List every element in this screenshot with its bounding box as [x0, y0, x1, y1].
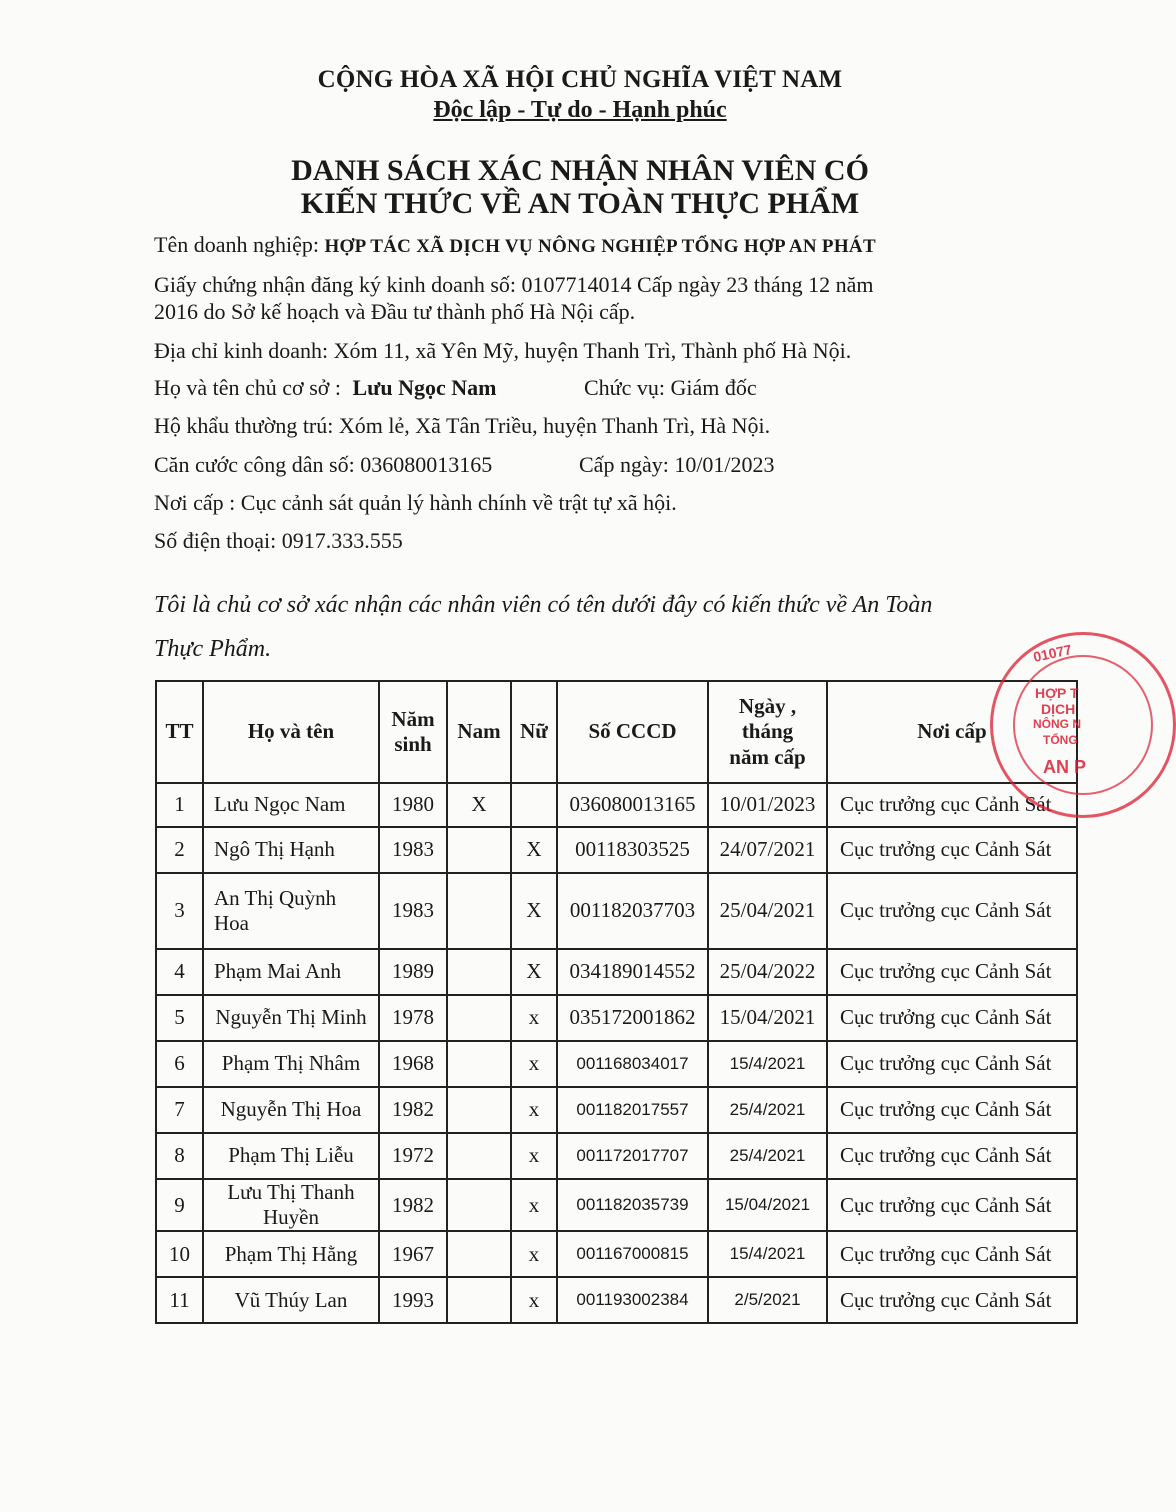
- owner-label: Họ và tên chủ cơ sở :: [154, 375, 341, 400]
- table-row: [156, 873, 1077, 949]
- document-title-line1: DANH SÁCH XÁC NHẬN NHÂN VIÊN CÓ: [291, 154, 869, 187]
- business-label: Tên doanh nghiệp:: [154, 232, 325, 257]
- col-header-birth-year: [379, 681, 447, 783]
- cell-female: x: [511, 1277, 557, 1323]
- table-row: [156, 1277, 1077, 1323]
- cell-id: 001168034017: [557, 1041, 708, 1087]
- cell-female: x: [511, 995, 557, 1041]
- table-row: [156, 1041, 1077, 1087]
- cell-birth-year: 1983: [379, 827, 447, 873]
- table-row: [156, 1179, 1077, 1231]
- cell-tt: 6: [156, 1041, 203, 1087]
- id-date-text: Cấp ngày: 10/01/2023: [579, 452, 775, 477]
- license-line2: 2016 do Sở kế hoạch và Đầu tư thành phố Hà Nội cấp.: [154, 299, 636, 324]
- table-row: [156, 827, 1077, 873]
- stamp-line4: TỔNG: [1043, 733, 1078, 747]
- cell-female: x: [511, 1231, 557, 1277]
- cell-name: Lưu Ngọc Nam: [203, 783, 379, 827]
- cell-female: [511, 783, 557, 827]
- cell-birth-year: 1980: [379, 783, 447, 827]
- cell-id: 001182035739: [557, 1179, 708, 1231]
- cell-tt: 7: [156, 1087, 203, 1133]
- cell-date: 15/04/2021: [708, 1179, 827, 1231]
- table-row: [156, 1231, 1077, 1277]
- cell-name: An Thị Quỳnh Hoa: [203, 873, 379, 949]
- cell-name: Phạm Thị Hằng: [203, 1231, 379, 1277]
- cell-name: Phạm Mai Anh: [203, 949, 379, 995]
- cell-birth-year: 1982: [379, 1179, 447, 1231]
- cell-issuer: Cục trưởng cục Cảnh Sát: [827, 1231, 1077, 1277]
- cell-female: X: [511, 949, 557, 995]
- cell-name: Vũ Thúy Lan: [203, 1277, 379, 1323]
- cell-name: Ngô Thị Hạnh: [203, 827, 379, 873]
- cell-name: Lưu Thị Thanh Huyền: [203, 1179, 379, 1231]
- cell-name: Phạm Thị Liễu: [203, 1133, 379, 1179]
- cell-tt: 2: [156, 827, 203, 873]
- statement-line2: Thực Phẩm.: [154, 636, 272, 662]
- cell-birth-year: 1972: [379, 1133, 447, 1179]
- col-header-birth-line2: sinh: [394, 732, 432, 756]
- cell-id: 001172017707: [557, 1133, 708, 1179]
- license-line1: Giấy chứng nhận đăng ký kinh doanh số: 0107714014 Cấp ngày 23 tháng 12 năm: [154, 272, 874, 297]
- cell-female: x: [511, 1133, 557, 1179]
- cell-issuer: Cục trưởng cục Cảnh Sát: [827, 1133, 1077, 1179]
- cell-male: X: [447, 783, 511, 827]
- cell-female: X: [511, 827, 557, 873]
- cell-birth-year: 1993: [379, 1277, 447, 1323]
- cell-tt: 10: [156, 1231, 203, 1277]
- cell-tt: 4: [156, 949, 203, 995]
- cell-date: 25/04/2021: [708, 873, 827, 949]
- cell-date: 25/4/2021: [708, 1087, 827, 1133]
- employee-table: [155, 680, 1078, 1324]
- col-header-date: [708, 681, 827, 783]
- cell-tt: 3: [156, 873, 203, 949]
- stamp-line5: AN P: [1043, 757, 1087, 777]
- table-row: [156, 783, 1077, 827]
- cell-birth-year: 1978: [379, 995, 447, 1041]
- cell-female: x: [511, 1179, 557, 1231]
- cell-tt: 8: [156, 1133, 203, 1179]
- cell-issuer: Cục trưởng cục Cảnh Sát: [827, 949, 1077, 995]
- cell-female: x: [511, 1087, 557, 1133]
- cell-male: [447, 1087, 511, 1133]
- cell-date: 15/4/2021: [708, 1231, 827, 1277]
- cell-birth-year: 1968: [379, 1041, 447, 1087]
- cell-issuer: Cục trưởng cục Cảnh Sát: [827, 873, 1077, 949]
- cell-tt: 1: [156, 783, 203, 827]
- table-row: [156, 1133, 1077, 1179]
- cell-id: 00118303525: [557, 827, 708, 873]
- table-row: [156, 1087, 1077, 1133]
- cell-birth-year: 1982: [379, 1087, 447, 1133]
- cell-id: 001182017557: [557, 1087, 708, 1133]
- nation-header: CỘNG HÒA XÃ HỘI CHỦ NGHĨA VIỆT NAM: [317, 66, 843, 93]
- cell-id: 035172001862: [557, 995, 708, 1041]
- issued-by-line: Nơi cấp : Cục cảnh sát quản lý hành chính về trật tự xã hội.: [154, 490, 677, 515]
- col-header-female: Nữ: [511, 681, 557, 783]
- address-line: Địa chỉ kinh doanh: Xóm 11, xã Yên Mỹ, huyện Thanh Trì, Thành phố Hà Nội.: [154, 338, 852, 363]
- company-stamp: [990, 632, 1176, 818]
- cell-issuer: Cục trưởng cục Cảnh Sát: [827, 1041, 1077, 1087]
- cell-issuer: Cục trưởng cục Cảnh Sát: [827, 827, 1077, 873]
- col-header-date-line1: Ngày ,: [738, 694, 797, 719]
- cell-tt: 9: [156, 1179, 203, 1231]
- cell-issuer: Cục trưởng cục Cảnh Sát: [827, 1179, 1077, 1231]
- cell-date: 24/07/2021: [708, 827, 827, 873]
- cell-birth-year: 1983: [379, 873, 447, 949]
- cell-male: [447, 949, 511, 995]
- col-header-male: Nam: [447, 681, 511, 783]
- cell-male: [447, 1277, 511, 1323]
- col-header-tt: TT: [156, 681, 203, 783]
- table-header-row: [156, 681, 1077, 783]
- stamp-line3: NÔNG N: [1033, 717, 1081, 731]
- cell-tt: 11: [156, 1277, 203, 1323]
- owner-name: Lưu Ngọc Nam: [352, 375, 497, 400]
- col-header-birth-line1: Năm: [391, 706, 435, 731]
- col-header-date-line3: năm cấp: [729, 744, 806, 769]
- cell-id: 001167000815: [557, 1231, 708, 1277]
- cell-male: [447, 995, 511, 1041]
- cell-date: 10/01/2023: [708, 783, 827, 827]
- cell-male: [447, 1179, 511, 1231]
- cell-issuer: Cục trưởng cục Cảnh Sát: [827, 783, 1077, 827]
- id-number-text: Căn cước công dân số: 036080013165: [154, 452, 493, 477]
- cell-issuer: Cục trưởng cục Cảnh Sát: [827, 1277, 1077, 1323]
- col-header-name: Họ và tên: [203, 681, 379, 783]
- position-text: Chức vụ: Giám đốc: [584, 375, 757, 400]
- cell-male: [447, 873, 511, 949]
- cell-name: Nguyễn Thị Hoa: [203, 1087, 379, 1133]
- cell-female: x: [511, 1041, 557, 1087]
- cell-male: [447, 1133, 511, 1179]
- cell-id: 001182037703: [557, 873, 708, 949]
- business-line: [154, 232, 876, 258]
- cell-birth-year: 1967: [379, 1231, 447, 1277]
- table-row: [156, 995, 1077, 1041]
- col-header-issuer: Nơi cấp: [827, 681, 1077, 783]
- col-header-date-line2: tháng: [741, 719, 794, 744]
- stamp-line2: DỊCH: [1041, 701, 1076, 717]
- stamp-number: 01077: [1031, 641, 1074, 665]
- cell-date: 25/04/2022: [708, 949, 827, 995]
- statement-line1: Tôi là chủ cơ sở xác nhận các nhân viên có tên dưới đây có kiến thức về An Toàn: [154, 592, 933, 618]
- table-row: [156, 949, 1077, 995]
- motto: Độc lập - Tự do - Hạnh phúc: [433, 97, 727, 123]
- cell-date: 15/04/2021: [708, 995, 827, 1041]
- cell-male: [447, 1041, 511, 1087]
- cell-male: [447, 827, 511, 873]
- cell-date: 2/5/2021: [708, 1277, 827, 1323]
- cell-name: Nguyễn Thị Minh: [203, 995, 379, 1041]
- cell-tt: 5: [156, 995, 203, 1041]
- cell-female: X: [511, 873, 557, 949]
- business-name: HỢP TÁC XÃ DỊCH VỤ NÔNG NGHIỆP TỔNG HỢP AN PHÁT: [324, 236, 876, 257]
- residence-line: Hộ khẩu thường trú: Xóm lẻ, Xã Tân Triều, huyện Thanh Trì, Hà Nội.: [154, 413, 771, 438]
- phone-line: Số điện thoại: 0917.333.555: [154, 528, 403, 553]
- cell-id: 034189014552: [557, 949, 708, 995]
- cell-birth-year: 1989: [379, 949, 447, 995]
- cell-name: Phạm Thị Nhâm: [203, 1041, 379, 1087]
- cell-date: 25/4/2021: [708, 1133, 827, 1179]
- cell-date: 15/4/2021: [708, 1041, 827, 1087]
- owner-line: [154, 375, 496, 401]
- document-title-line2: KIẾN THỨC VỀ AN TOÀN THỰC PHẨM: [300, 187, 860, 220]
- cell-issuer: Cục trưởng cục Cảnh Sát: [827, 1087, 1077, 1133]
- cell-issuer: Cục trưởng cục Cảnh Sát: [827, 995, 1077, 1041]
- cell-male: [447, 1231, 511, 1277]
- col-header-id: Số CCCD: [557, 681, 708, 783]
- stamp-line1: HỢP T: [1035, 685, 1079, 701]
- cell-id: 036080013165: [557, 783, 708, 827]
- cell-id: 001193002384: [557, 1277, 708, 1323]
